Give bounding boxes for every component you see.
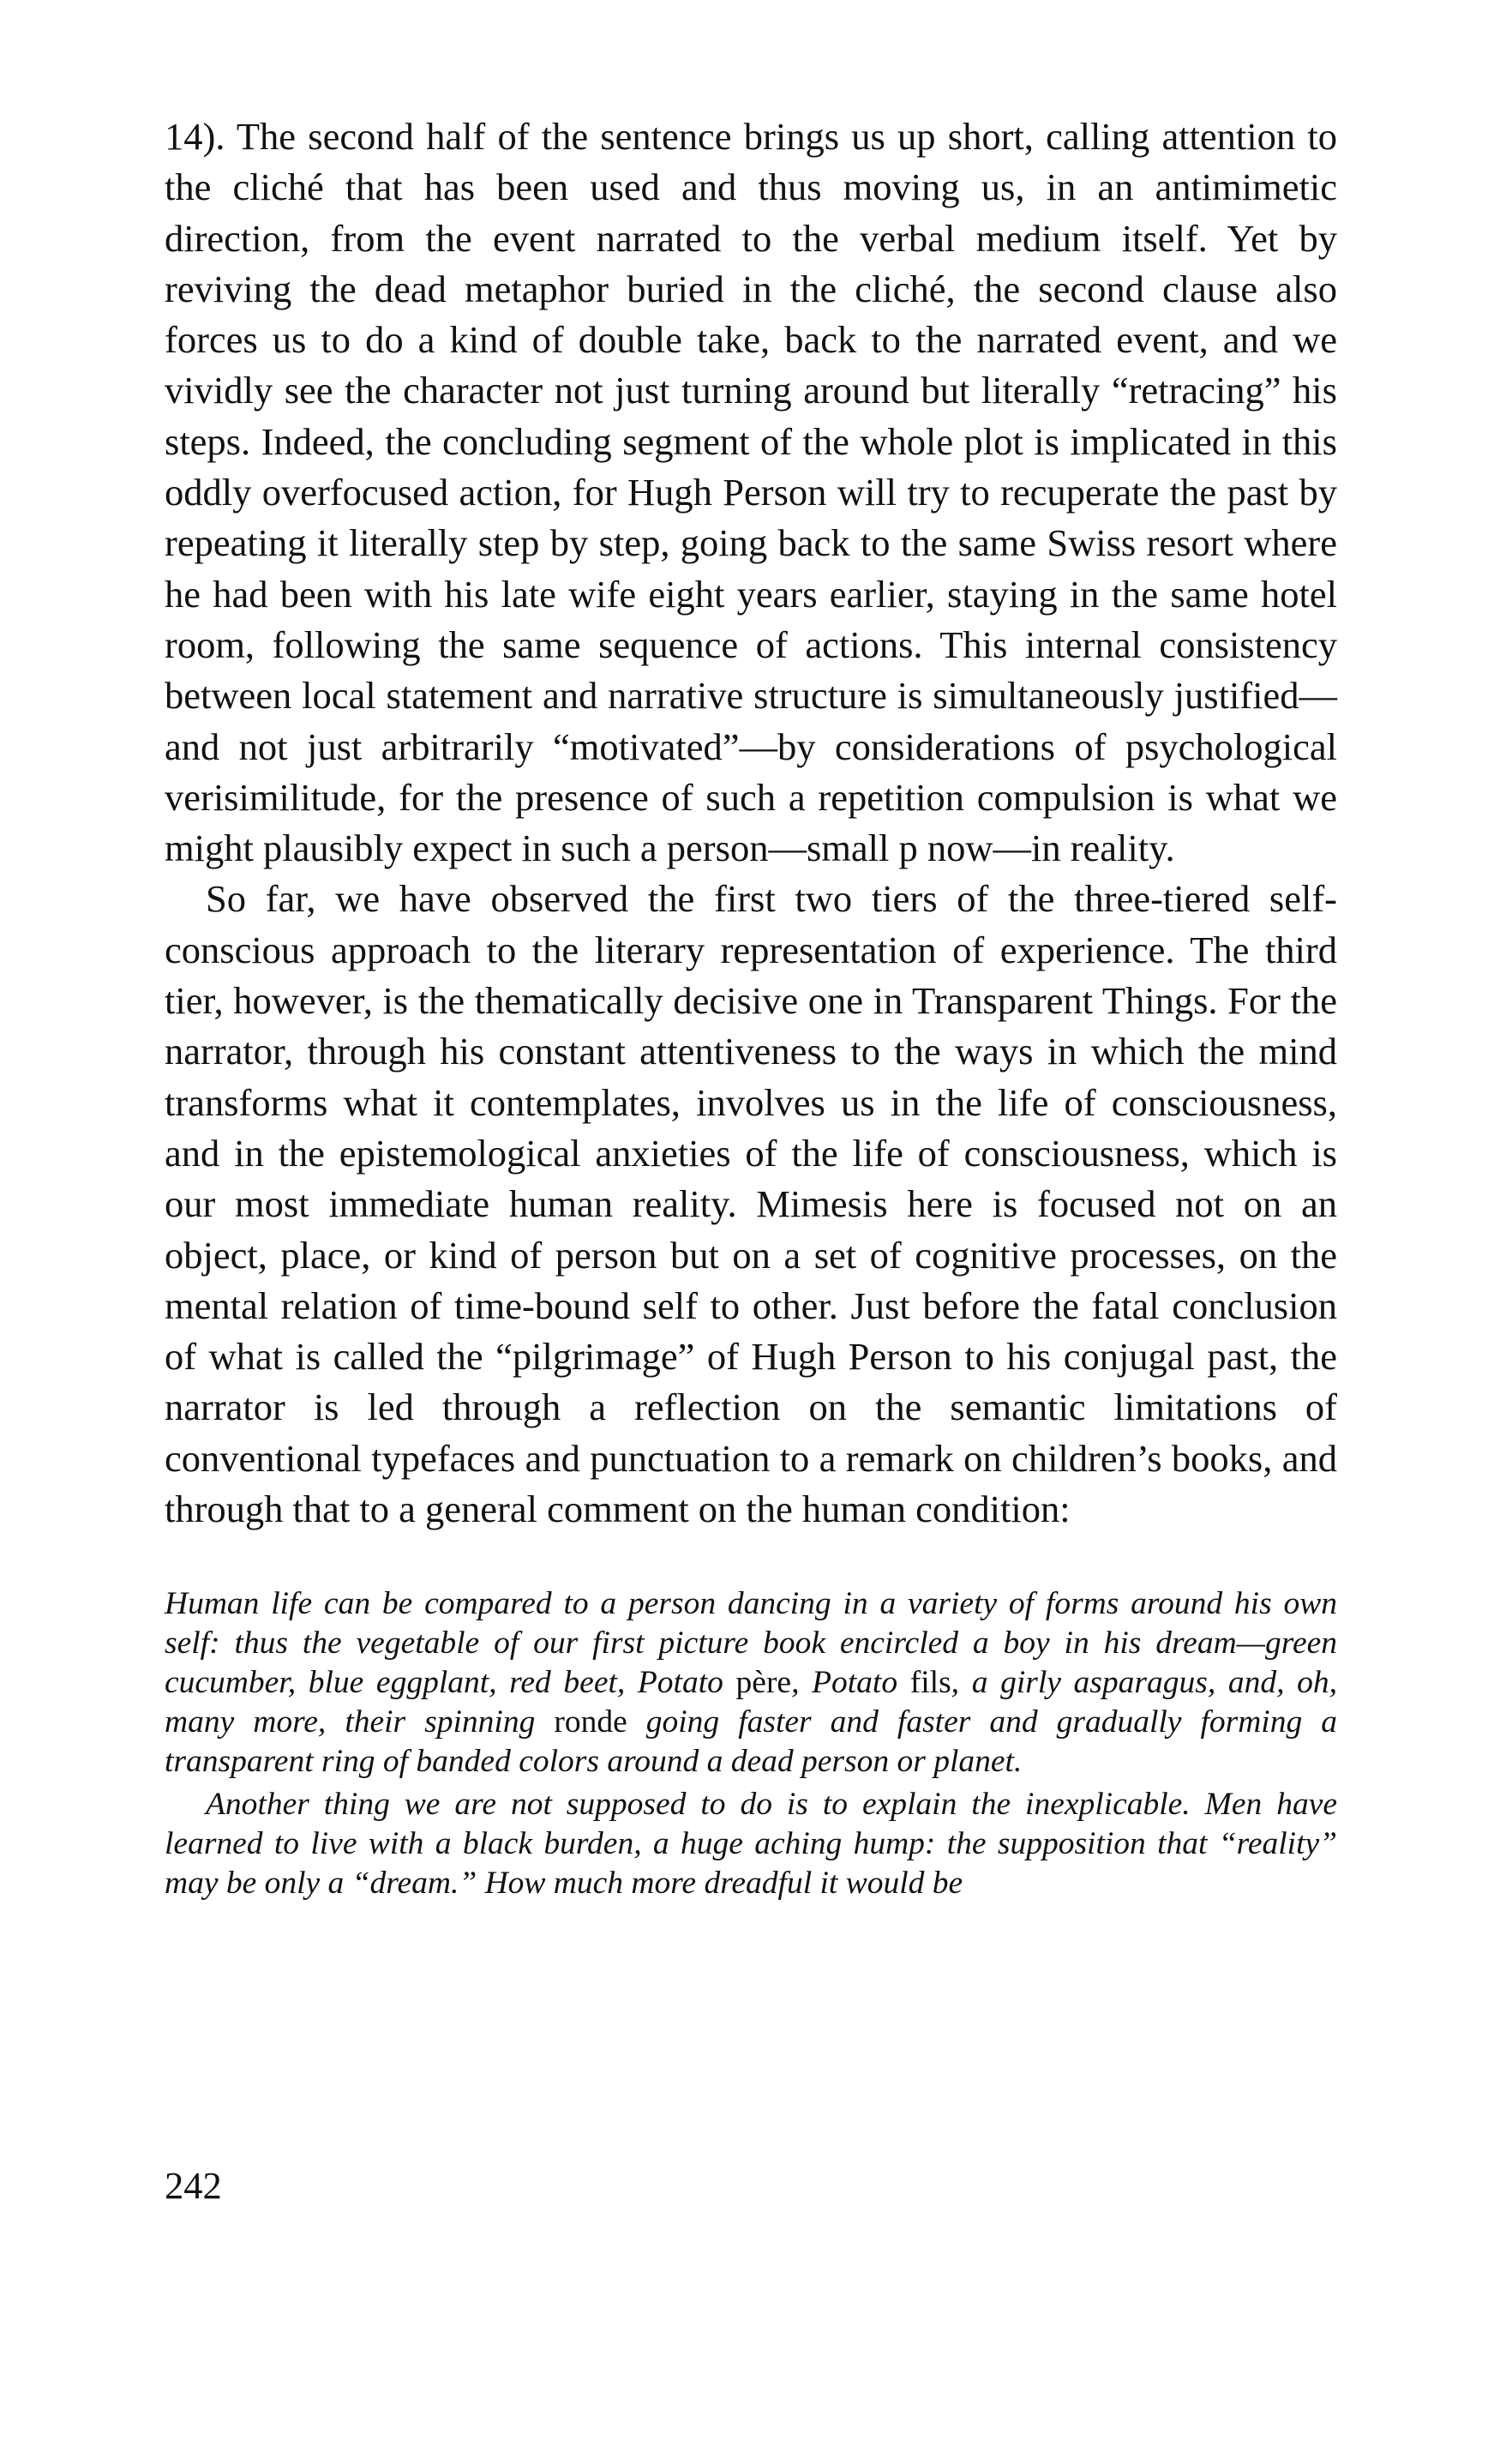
paragraph-1: 14). The second half of the sentence brings us up short, calling attention to the cliché that has been used and thus moving us, in an antimimetic direction, from the event narrated to the verbal medium itself. Yet by reviving the dead metaphor buried in the cliché, the second clause also forces us to do a kind of double take, back to the narrated event, and we vividly see the character not just turning around but literally “retracing” his steps. Indeed, the concluding segment of the whole plot is implicated in this oddly overfocused action, for Hugh Person will try to recuperate the past by repeating it literally step by step, going back to the same Swiss resort where he had been with his late wife eight years earlier, staying in the same hotel room, following the same sequence of actions. This internal consistency between local statement and narrative structure is simultaneously justified—and not just arbitrarily “motivated”—by considerations of psychological verisimilitude, for the presence of such a repetition compulsion is what we might plausibly expect in such a person—small p now—in reality.	[165, 115, 1337, 870]
quote-word-fils: fils	[909, 1665, 951, 1701]
quote-text-1b: , Potato	[791, 1665, 910, 1701]
quote-text-1c: , a girly asparagus, and, oh, many more, their spinning	[165, 1665, 1338, 1740]
page-number: 242	[165, 2164, 222, 2207]
quote-paragraph-1	[165, 1584, 1337, 1782]
quote-text-1d: going faster and faster and gradually forming a transparent ring of banded colors around a dead person or planet.	[165, 1704, 1337, 1780]
quote-text-1a: Human life can be compared to a person dancing in a variety of forms around his own self: thus the vegetable of our first picture book encircled a boy in his dream—green cucumber, blue eggplant, red beet, Potato	[165, 1586, 1337, 1701]
paragraph-2: So far, we have observed the first two tiers of the three-tiered self-conscious approach to the literary representation of experience. The third tier, however, is the thematically decisive one in Transparent Things. For the narrator, through his constant attentiveness to the ways in which the mind transforms what it contemplates, involves us in the life of consciousness, and in the epistemological anxieties of the life of consciousness, which is our most immediate human reality. Mimesis here is focused not on an object, place, or kind of person but on a set of cognitive processes, on the mental relation of time-bound self to other. Just before the fatal conclusion of what is called the “pilgrimage” of Hugh Person to his conjugal past, the narrator is led through a reflection on the semantic limitations of conventional typefaces and punctuation to a remark on children’s books, and through that to a general comment on the human condition:	[165, 877, 1337, 1531]
quote-word-ronde: ronde	[554, 1704, 627, 1740]
book-page	[165, 111, 1337, 1903]
quote-paragraph-2: Another thing we are not supposed to do is to explain the inexplicable. Men have learned to live with a black burden, a huge aching hump: the supposition that “reality” may be only a “dream.” How much more dreadful it would be	[165, 1787, 1337, 1902]
block-quote	[165, 1584, 1337, 1903]
quote-word-pere: père	[735, 1665, 792, 1701]
